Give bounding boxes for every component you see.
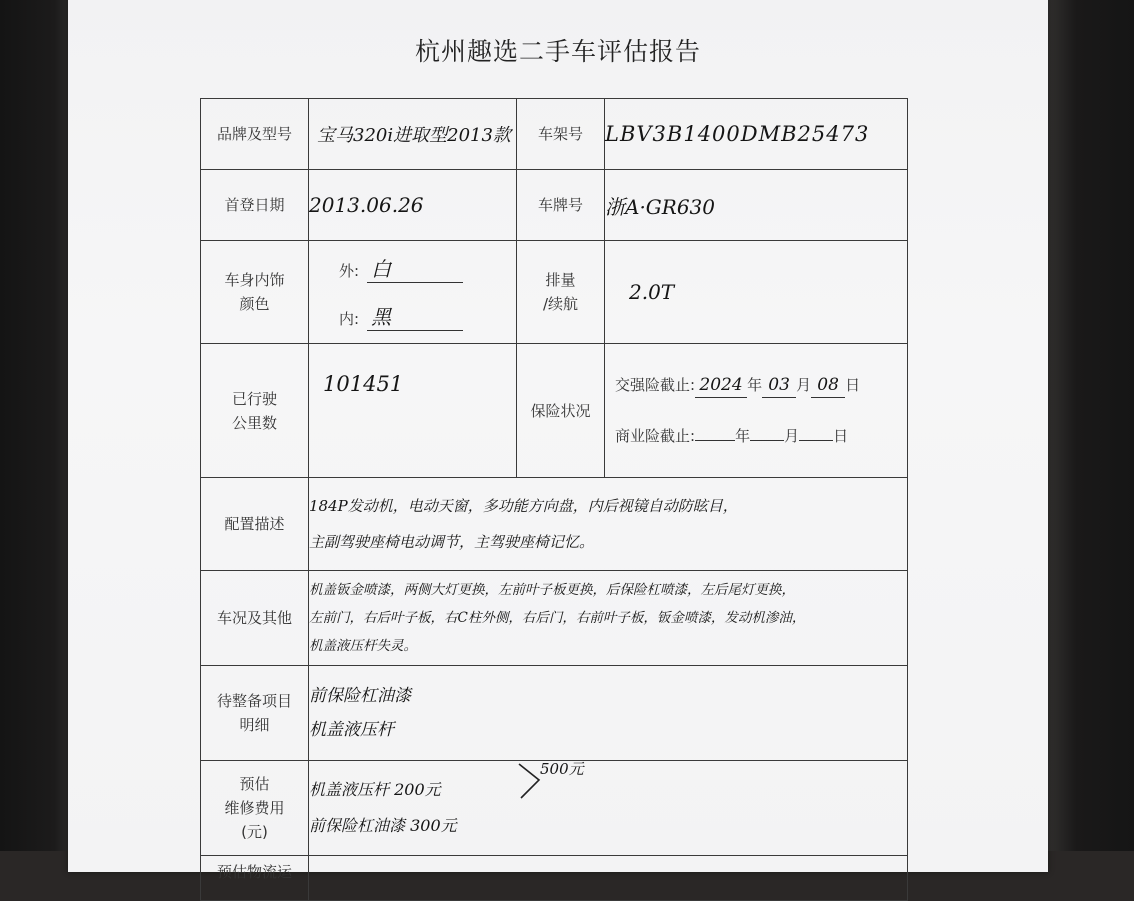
compulsory-month: 03 <box>762 373 796 398</box>
color-label-line1: 车身内饰 <box>224 271 285 289</box>
compulsory-line <box>615 373 907 398</box>
mileage-label <box>201 344 309 478</box>
cost-value <box>309 761 908 856</box>
report-title: 杭州趣选二手车评估报告 <box>414 37 701 66</box>
mileage-label-line1: 已行驶 <box>231 389 277 408</box>
repair-items-label <box>201 666 309 761</box>
row-config <box>201 478 908 571</box>
month-unit: 月 <box>784 427 800 445</box>
row-brand <box>201 99 908 170</box>
row-registration <box>201 170 908 241</box>
config-label: 配置描述 <box>201 478 309 571</box>
cost-line-2: 前保险杠油漆 300元 <box>309 816 457 835</box>
insurance-values <box>605 344 908 478</box>
commercial-day-blank <box>799 440 833 441</box>
cost-line-1: 机盖液压杆 200元 <box>309 780 441 799</box>
background-left <box>0 0 68 851</box>
config-value <box>309 478 908 571</box>
day-unit: 日 <box>833 427 849 445</box>
interior-label: 内: <box>339 310 360 328</box>
interior-line <box>339 301 516 331</box>
logistics-value <box>309 856 908 901</box>
row-color <box>201 241 908 344</box>
month-unit: 月 <box>796 376 812 394</box>
brand-value: 宝马320i进取型2013款 <box>309 99 517 170</box>
reg-date-label: 首登日期 <box>201 170 309 241</box>
commercial-year-blank <box>695 440 735 441</box>
insurance-label: 保险状况 <box>517 344 605 478</box>
exterior-value: 白 <box>367 253 463 283</box>
cost-total: 500元 <box>540 760 584 778</box>
displacement-label <box>517 241 605 344</box>
condition-value <box>309 571 908 666</box>
condition-line-3: 机盖液压杆失灵。 <box>309 638 417 654</box>
interior-value: 黑 <box>367 301 463 331</box>
repair-item-2: 机盖液压杆 <box>309 720 394 740</box>
mileage-value: 101451 <box>309 344 517 478</box>
row-mileage <box>201 344 908 478</box>
vin-value: LBV3B1400DMB25473 <box>605 99 908 170</box>
commercial-label: 商业险截止: <box>615 427 696 445</box>
reg-date-value: 2013.06.26 <box>309 170 517 241</box>
cost-label-line2: 维修费用 <box>224 799 285 817</box>
plate-value: 浙A·GR630 <box>605 170 908 241</box>
commercial-month-blank <box>750 440 784 441</box>
compulsory-year: 2024 <box>695 373 747 398</box>
year-unit: 年 <box>747 376 763 394</box>
commercial-line <box>615 424 907 448</box>
config-line-2: 主副驾驶座椅电动调节，主驾驶座椅记忆。 <box>309 533 595 551</box>
year-unit: 年 <box>735 427 751 445</box>
displacement-label-line2: /续航 <box>542 295 579 313</box>
brand-label: 品牌及型号 <box>201 99 309 170</box>
vin-label: 车架号 <box>517 99 605 170</box>
compulsory-day: 08 <box>811 373 845 398</box>
cost-label-line3: (元) <box>241 823 268 841</box>
cost-label-line1: 预估 <box>239 775 270 793</box>
condition-line-1: 机盖钣金喷漆，两侧大灯更换，左前叶子板更换，后保险杠喷漆，左后尾灯更换， <box>309 582 795 598</box>
condition-label: 车况及其他 <box>201 571 309 666</box>
row-logistics <box>201 856 908 901</box>
logistics-label: 预估物流运 <box>201 856 309 901</box>
compulsory-label: 交强险截止: <box>615 376 696 394</box>
repair-items-label-line1: 待整备项目 <box>216 692 292 710</box>
row-condition <box>201 571 908 666</box>
row-repair-items <box>201 666 908 761</box>
condition-line-2: 左前门，右后叶子板，右C柱外侧，右后门，右前叶子板，钣金喷漆，发动机渗油， <box>309 610 806 626</box>
color-values <box>309 241 517 344</box>
repair-items-value <box>309 666 908 761</box>
displacement-label-line1: 排量 <box>545 271 576 289</box>
config-line-1: 184P发动机，电动天窗，多功能方向盘，内后视镜自动防眩目， <box>309 497 738 515</box>
exterior-label: 外: <box>339 262 360 280</box>
plate-label: 车牌号 <box>517 170 605 241</box>
repair-items-label-line2: 明细 <box>239 716 270 734</box>
color-label-line2: 颜色 <box>239 295 270 313</box>
color-label <box>201 241 309 344</box>
report-table <box>200 98 908 901</box>
background-right <box>1038 0 1134 851</box>
displacement-value: 2.0T <box>605 241 908 344</box>
exterior-line <box>339 253 516 283</box>
mileage-label-line2: 公里数 <box>231 413 277 432</box>
day-unit: 日 <box>845 376 861 394</box>
cost-label <box>201 761 309 856</box>
repair-item-1: 前保险杠油漆 <box>309 686 411 706</box>
